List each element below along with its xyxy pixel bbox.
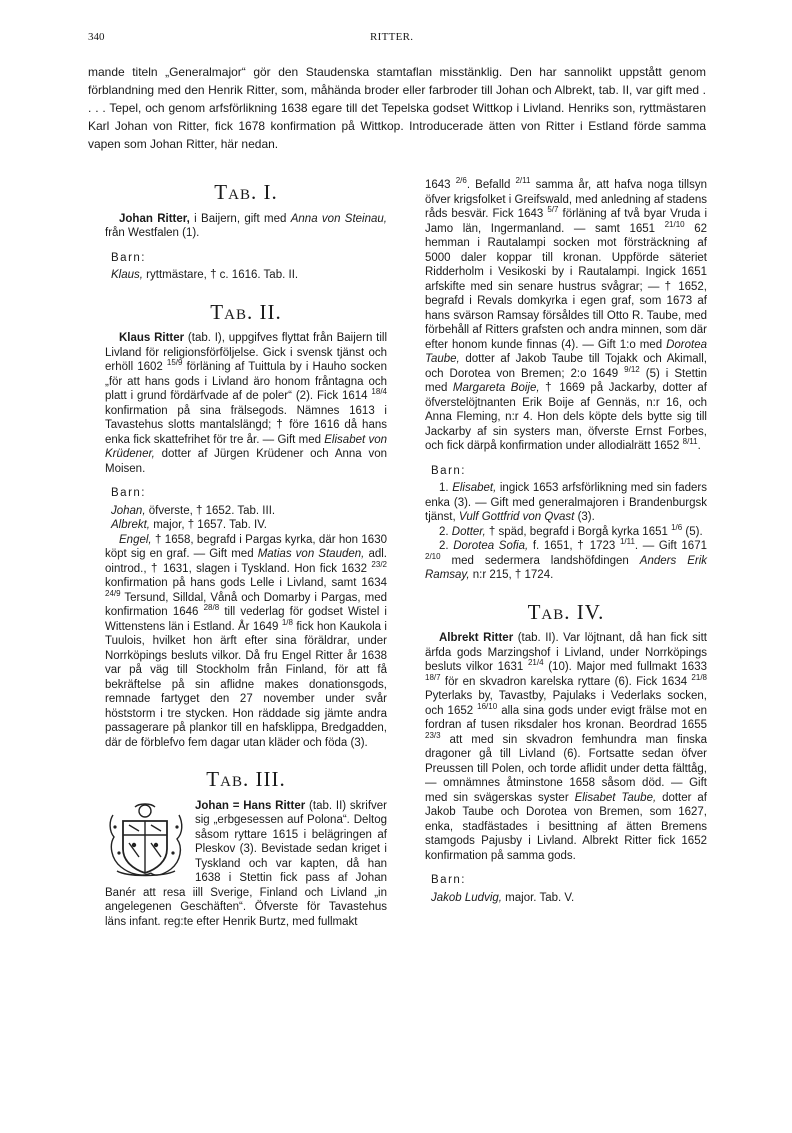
tab-iv-entry [425,631,707,863]
person-name: Albrekt Ritter [439,632,514,644]
entry-text: dotter af Jakob Taube till Tojakk och Akimall, och Dorotea von Bremen; 2:o 1649 [425,353,707,380]
child-text: ingick 1653 arfsförlikning med sin faders enka (3). — Gift med generalmajoren i Brandenburgsk tjänst, [425,482,707,523]
date-fraction: 21/10 [664,219,685,229]
spouse-name: Matias von Stauden, [257,548,365,560]
spouse-name: Dorotea Taube, [425,338,707,365]
tab-iv-heading: Tab. IV. [527,599,605,624]
child-text: (3). [574,511,595,523]
child-entry [425,539,707,583]
child-entry [425,522,707,540]
date-fraction: 23/2 [371,559,387,569]
date-fraction: 24/9 [105,588,121,598]
entry-text: för en skvadron karelska ryttare (6). Fick 1634 [440,675,692,688]
date-fraction: 28/8 [203,603,220,613]
entry-text: . Befalld [466,179,516,191]
child-name: Dorotea Sofia, [453,540,529,552]
date-fraction: 2/10 [425,551,441,561]
children-label: Barn: [111,251,146,264]
person-name: Johan Ritter, [119,212,190,225]
children-label: Barn: [431,464,466,477]
spouse-name: Vulf Gottfrid von Qvast [458,511,575,523]
spouse-name: Elisabet Taube, [574,791,657,804]
date-fraction: 1/11 [619,537,635,547]
entry-text: att med sin skvadron femhundra man finska dragoner gå till Livland (6). Fortsatte sedan öfver Preussen till Polen, och torde aflidit under detta fälttåg, — omnämnes åtminstone 1658 såsom död. — Gift med sin svägerskas syster [425,733,707,804]
tab-i-entry [105,212,387,241]
date-fraction: 15/9 [166,358,183,368]
child-entry [111,268,387,283]
entry-text: . [697,440,701,452]
entry-text: (5) i Stettin med [425,367,707,394]
child-number: 1. [439,482,453,494]
entry-text: (tab. II) skrifver sig „erbgesessen auf Polona“. Deltog såsom ryttare 1615 i belägringen af Pleskov (3). Bevistade sedan kriget i Tyskland och var kapten, då han 1638 i Stettin fick pass af Johan Banér att resa iill Sverige, Finland och Livland „in angelegenen Geschäften“. Öfverste för Tavastehus läns infant. reg:te efter Henrik Burtz, med fullmakt [105,799,387,928]
date-fraction: 9/12 [624,364,640,374]
date-fraction: 18/4 [371,387,387,397]
child-name: Albrekt, [111,519,150,531]
tab-i-heading: Tab. I. [214,180,278,204]
tab-ii-heading: Tab. II. [210,299,282,324]
child-text: † 1658, begrafd i Pargas kyrka, där hon 1630 köpt sig en graf. — Gift med [105,533,387,560]
date-fraction: 2/6 [455,176,467,186]
entry-text: konfirmation på sina frälsegods. Nämnes 1613 i Tavastehus slotts mantalslängd; † före 1616 då hans enka fick skattefrihet för tre år. — Gift med [105,404,387,446]
date-fraction: 23/3 [425,730,441,740]
entry-text: förläning af två byar Vruda i Jamo län, Ingermanland. — samt 1651 [425,208,707,235]
spouse-name: Anders Erik Ramsay, [425,554,708,581]
child-name: Johan, [111,504,146,517]
child-text: n:r 215, † 1724. [469,569,554,581]
child-text: öfverste, † 1652. Tab. III. [145,504,276,517]
child-number: 2. [439,540,454,552]
entry-text: i Baijern, gift med [189,212,291,225]
child-text: † späd, begrafd i Borgå kyrka 1651 [485,525,672,538]
child-name: Engel, [119,533,152,546]
tab-iii-continuation [425,178,707,454]
entry-text: dotter af Jürgen Krüdener och Anna von Moisen. [105,448,387,475]
date-fraction: 21/4 [527,658,544,668]
person-name: Johan = Hans Ritter [195,799,306,812]
child-entry [425,481,707,525]
child-name: Klaus, [111,269,143,281]
child-text: till vederlag för godset Wistel i Wittenstens län i Estland. År 1649 [105,606,387,633]
date-fraction: 21/8 [691,672,707,682]
date-fraction: 1/6 [671,522,683,532]
left-column [105,180,388,929]
entry-text: 1643 [425,179,456,191]
date-fraction: 18/7 [425,672,441,682]
child-text: adl. ointrod., † 1631, slagen i Tyskland. Hon fick 1632 [105,548,387,575]
date-fraction: 16/10 [477,701,498,711]
entry-text: förläning af Tuittula by i Hauho socken „för att hans gods i Livland äro honom fråntagna och platt i grund fördärfvade af de poler“ (2). Fick 1614 [105,361,387,402]
children-label: Barn: [111,487,146,499]
child-entry [111,504,387,519]
right-column [425,178,707,905]
child-text: konfirmation på hans gods Lelle i Livland, samt 1634 [105,577,387,589]
child-text: major. Tab. V. [501,891,575,904]
entry-text: (tab. II). Var löjtnant, då han fick sitt ärfda gods Marzingshof i Livland, under Norrköpings besluts vilkor 1631 [425,632,707,673]
entry-text: dotter af Jakob Taube och Dorotea von Bremen, som 1627, enka, stadfästades i besittning af ätten Bremens stamgods Pajusby i Livland. Albrekt Ritter fick 1652 konfirmation på samma gods. [425,791,707,862]
date-fraction: 1/8 [281,617,293,627]
spouse-name: Anna von Steinau, [290,212,387,225]
child-number: 2. [439,525,452,538]
date-fraction: 2/11 [515,176,531,186]
child-text: . — Gift 1671 [634,540,707,552]
entry-text: från Westfalen (1). [105,227,200,239]
child-name: Elisabet, [452,482,497,494]
child-text: (5). [682,525,703,538]
spouse-name: Margareta Boije, [452,382,540,394]
child-entry [111,518,387,533]
entry-text: (10). Major med fullmakt 1633 [543,661,707,673]
child-name: Jakob Ludvig, [431,891,502,904]
running-title: RITTER. [370,31,414,43]
entry-text: Pyterlaks by, Tavastby, Pajulaks i Vederlaks socken, och 1652 [425,690,707,717]
child-text: med sedermera landshöfdingen [440,554,640,567]
tab-ii-entry [105,331,387,476]
spouse-name: Elisabet von Krüdener, [105,433,387,460]
child-text: fick hon Kaukola i Tuulois, hvilket hon ärft efter sina föräldrar, under Norrköpings besluts vilkor. Då fru Engel Ritter år 1638 var på väg till Stockholm från Finland, för att få bekräftelse på sin aflidne makes donationsgods, remnade fartyget den 27 november under svår höststorm i tre stycken. Hon räddade sig jämte andra passagerare på plankor till en hafsklippa, Bredgadden, där de förblefvo fem dagar utan kläder och föda (3). [105,620,387,749]
child-text: ryttmästare, † c. 1616. Tab. II. [142,269,299,281]
child-name: Dotter, [451,525,486,538]
child-entry [105,533,387,751]
children-label: Barn: [431,874,466,886]
intro-paragraph: mande titeln „Generalmajor“ gör den Staudenska stamtaflan misstänklig. Den har sannolikt uppstått genom förblandning med den Henrik Ritter, som, måhända broder eller farbroder till Johan och Albrekt, tab. II, var gift med . . . . Tepel, och genom arfsförlikning 1638 egare till det Tepelska godset Wittkop i Livland. Henriks son, ryttmästaren Karl Johan von Ritter, fick 1678 konfirmation på Wittkop. Introducerade ätten von Ritter i Estland förde samma vapen som Johan Ritter, här nedan. [88,65,706,151]
entry-text: (tab. I), uppgifves flyttat från Baijern till Livland för religionsförföljelse. Gick i svensk tjänst och erhöll 1602 [105,332,388,373]
entry-text: † 1669 på Jackarby, dotter af öfverstelöjtnanten Erik Boije af Gennäs, n:r 16, och Anna Fleming, n:r 4. Hon dels köpte dels bytte sig till Jackarby af sin systers man, öfverste Ernst Forbes, och fick därpå konfirmation under allodialrätt 1652 [425,382,707,452]
child-text: f. 1651, † 1723 [528,540,620,552]
entry-text: samma år, att hafva noga tillsyn öfver krigsfolket i Greifswald, med anledning af stadens råds besvär. Fick 1643 [425,179,707,220]
child-text: major, † 1657. Tab. IV. [150,519,267,531]
person-name: Klaus Ritter [119,332,185,344]
date-fraction: 5/7 [547,205,559,215]
date-fraction: 8/11 [682,437,698,447]
tab-iii-heading: Tab. III. [206,767,286,791]
entry-text: 62 hemman i Rautalampi socken mot försträckning af 5000 daler koppar till kronan. Uppförde säteriet Ridderholm i Vesikoski by i Rautalampi. Ingick 1651 arfskifte med sin senare hustrus svågrar; — † 1652, begrafd i Revals domkyrka i egen graf, som 1673 af hans svärson Ramsay försåldes till Otto R. Taube, med förbehåll af Ritters grafsten och andra minnen, som där efter honom kunde finnas (4). — Gift 1:o med [425,222,707,351]
coat-of-arms-icon [105,801,187,881]
child-entry [431,891,707,906]
page-number: 340 [88,31,105,43]
entry-text: alla sina gods under evigt frälse mot en fordran af tusen riksdaler hos kronan. Beordrad 1655 [425,704,707,731]
child-text: Tersund, Silldal, Vånå och Domarby i Pargas, med konfirmation 1646 [105,591,387,618]
